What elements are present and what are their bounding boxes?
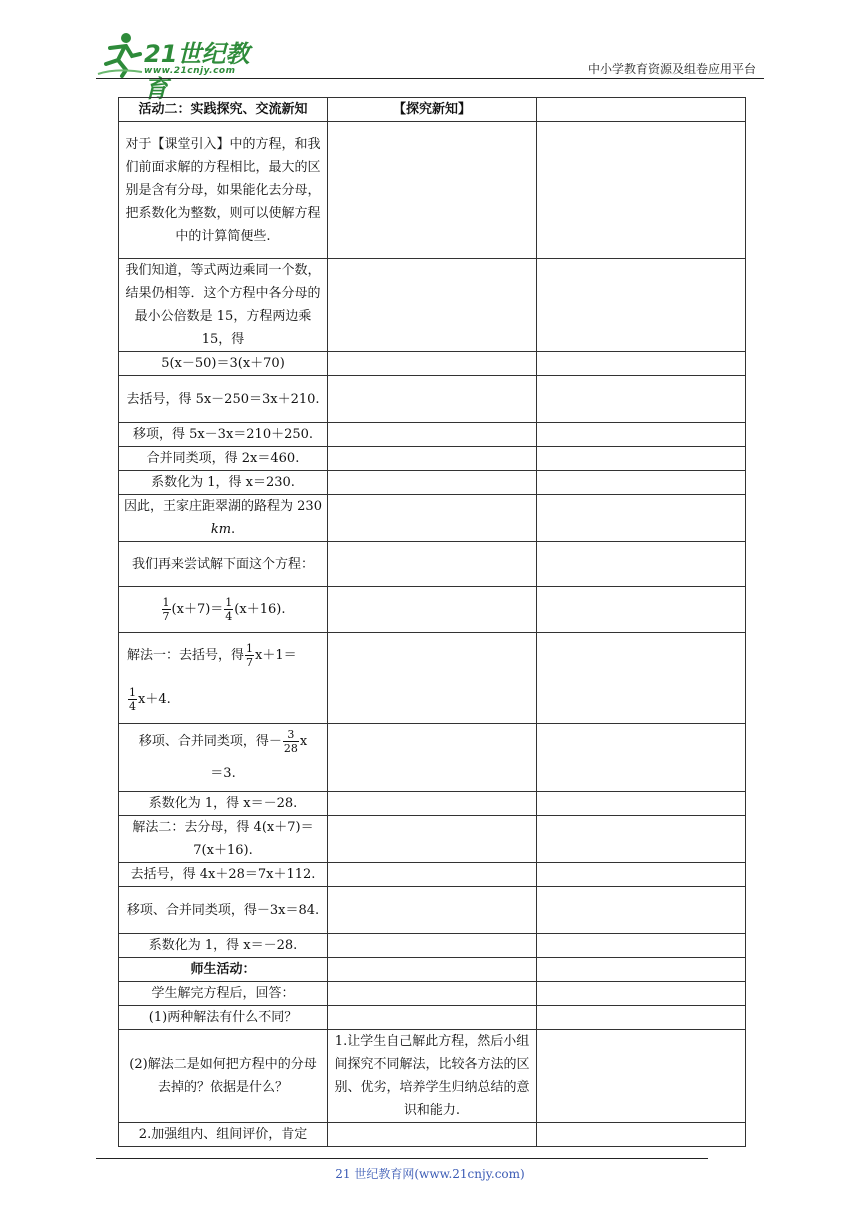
fraction xyxy=(283,728,299,755)
cell-text: 去括号，得 4x＋28＝7x＋112. xyxy=(130,867,316,882)
fraction-denominator: 4 xyxy=(129,700,136,713)
table-cell xyxy=(328,724,537,792)
table-cell xyxy=(537,887,746,934)
table-cell xyxy=(537,724,746,792)
cell-text: (2)解法二是如何把方程中的分母去掉的？依据是什么？ xyxy=(129,1057,317,1095)
table-cell xyxy=(328,352,537,376)
cell-text: (1)两种解法有什么不同？ xyxy=(148,1010,298,1025)
table-cell xyxy=(537,792,746,816)
fraction-denominator: 28 xyxy=(283,741,298,755)
table-row xyxy=(119,958,746,982)
cell-text: 移项、合并同类项，得－ xyxy=(138,733,282,749)
table-cell xyxy=(119,633,328,724)
table-row xyxy=(119,1123,746,1147)
table-cell xyxy=(537,542,746,587)
table-header-row xyxy=(119,98,746,122)
table-cell xyxy=(537,982,746,1006)
running-figure-icon xyxy=(96,30,144,78)
fraction-numerator: 1 xyxy=(246,642,254,655)
fraction-numerator: 1 xyxy=(129,686,136,699)
logo-brand: 21世纪教育 xyxy=(144,40,250,103)
table-cell xyxy=(119,447,328,471)
table-cell xyxy=(537,122,746,259)
cell-text: 对于【课堂引入】中的方程，和我们前面求解的方程相比，最大的区别是含有分母，如果能化去分母，把系数化为整数，则可以使解方程中的计算简便些. xyxy=(125,136,321,244)
table-row xyxy=(119,1030,746,1123)
table-cell xyxy=(328,792,537,816)
table-cell xyxy=(537,934,746,958)
cell-text: 解法一：去括号，得 xyxy=(127,648,245,663)
table-row xyxy=(119,259,746,352)
table-cell xyxy=(328,447,537,471)
footer-link[interactable]: 21 世纪教育网(www.21cnjy.com) xyxy=(335,1167,525,1181)
table-row xyxy=(119,816,746,863)
table-cell xyxy=(328,495,537,542)
table-cell xyxy=(119,816,328,863)
table-cell xyxy=(328,816,537,863)
equation-text: x＋1＝ xyxy=(255,648,297,663)
table-cell xyxy=(328,958,537,982)
table-cell xyxy=(328,982,537,1006)
table-cell xyxy=(119,587,328,633)
table-cell xyxy=(537,423,746,447)
table-row xyxy=(119,982,746,1006)
cell-text: 我们再来尝试解下面这个方程： xyxy=(131,556,314,572)
table-row xyxy=(119,633,746,724)
table-row xyxy=(119,495,746,542)
table-cell xyxy=(537,1006,746,1030)
table-cell xyxy=(119,1006,328,1030)
cell-text: 移项、合并同类项，得－3x＝84. xyxy=(126,902,320,918)
table-cell xyxy=(537,259,746,352)
table-cell xyxy=(328,542,537,587)
fraction-numerator: 1 xyxy=(225,596,233,609)
table-cell xyxy=(119,259,328,352)
header-cell-activity: 活动二：实践探究、交流新知 xyxy=(119,98,328,122)
fraction-denominator: 4 xyxy=(225,610,233,623)
cell-text: 去括号，得 5x－250＝3x＋210. xyxy=(126,391,320,407)
table-cell xyxy=(328,934,537,958)
table-row xyxy=(119,447,746,471)
table-cell xyxy=(537,958,746,982)
table-cell xyxy=(537,471,746,495)
cell-text: 学生解完方程后，回答： xyxy=(151,986,295,1001)
table-cell xyxy=(119,1030,328,1123)
table-row xyxy=(119,542,746,587)
cell-text: 系数化为 1，得 x＝－28. xyxy=(148,796,298,811)
cell-text: 系数化为 1，得 x＝－28. xyxy=(148,938,298,953)
table-cell xyxy=(119,352,328,376)
table-row xyxy=(119,587,746,633)
equation-text: (x＋7)＝ xyxy=(171,602,224,617)
cell-text: 我们知道，等式两边乘同一个数，结果仍相等．这个方程中各分母的最小公倍数是 15，方程两边乘 15，得 xyxy=(125,263,321,347)
unit-km: km xyxy=(210,522,232,537)
table-row xyxy=(119,352,746,376)
table-cell xyxy=(537,816,746,863)
cell-text: 合并同类项，得 2x＝460. xyxy=(146,451,300,466)
table-cell xyxy=(537,1123,746,1147)
cell-text: 移项，得 5x－3x＝210＋250. xyxy=(132,427,314,442)
table-cell xyxy=(119,122,328,259)
equation-text: ＝3. xyxy=(210,765,236,781)
fraction xyxy=(162,596,171,623)
fraction-numerator: 1 xyxy=(162,596,170,609)
fraction-denominator: 7 xyxy=(246,656,254,669)
table-cell xyxy=(328,587,537,633)
header-divider xyxy=(96,78,764,79)
table-cell xyxy=(328,259,537,352)
table-cell xyxy=(328,887,537,934)
site-title: 中小学教育资源及组卷应用平台 xyxy=(587,62,756,76)
fraction-denominator: 7 xyxy=(162,610,170,623)
table-cell xyxy=(119,934,328,958)
cell-text: 5(x－50)＝3(x＋70) xyxy=(161,356,285,371)
cell-text: 师生活动： xyxy=(190,962,256,977)
table-cell xyxy=(537,1030,746,1123)
table-row xyxy=(119,887,746,934)
table-row xyxy=(119,122,746,259)
table-cell xyxy=(328,376,537,423)
table-row xyxy=(119,423,746,447)
cell-text: 系数化为 1，得 x＝230. xyxy=(151,475,295,490)
table-cell xyxy=(328,471,537,495)
table-cell xyxy=(119,958,328,982)
table-row xyxy=(119,863,746,887)
table-cell xyxy=(537,495,746,542)
table-cell xyxy=(328,122,537,259)
table-cell xyxy=(119,376,328,423)
lesson-table xyxy=(118,97,746,1147)
table-cell xyxy=(119,495,328,542)
table-cell xyxy=(119,863,328,887)
table-cell xyxy=(328,863,537,887)
table-cell xyxy=(328,1123,537,1147)
table-cell xyxy=(537,447,746,471)
table-row xyxy=(119,934,746,958)
cell-text-period: . xyxy=(231,522,236,537)
header-cell-empty xyxy=(537,98,746,122)
table-row xyxy=(119,792,746,816)
table-row xyxy=(119,376,746,423)
table-cell xyxy=(119,887,328,934)
equation-text: (x＋16). xyxy=(234,602,286,617)
logo-url: www.21cnjy.com xyxy=(144,66,236,76)
table-cell xyxy=(119,471,328,495)
table-cell xyxy=(328,1006,537,1030)
table-row xyxy=(119,471,746,495)
table-cell xyxy=(328,1030,537,1123)
cell-text: 1.让学生自己解此方程，然后小组间探究不同解法，比较各方法的区别、优劣，培养学生归纳总结的意识和能力. xyxy=(334,1034,530,1118)
table-cell xyxy=(537,587,746,633)
table-cell xyxy=(119,542,328,587)
equation-text: x＋4. xyxy=(138,692,171,707)
fraction xyxy=(224,596,233,623)
equation-text: x xyxy=(299,733,308,749)
table-cell xyxy=(328,633,537,724)
cell-text: 2.加强组内、组间评价，肯定 xyxy=(138,1127,308,1142)
table-cell xyxy=(119,423,328,447)
table-cell xyxy=(537,352,746,376)
fraction xyxy=(245,642,254,669)
fraction-numerator: 3 xyxy=(283,728,299,742)
table-cell xyxy=(119,1123,328,1147)
cell-text: 解法二：去分母，得 4(x＋7)＝7(x＋16). xyxy=(132,820,314,858)
table-cell xyxy=(119,982,328,1006)
site-logo xyxy=(96,30,266,103)
table-cell xyxy=(537,376,746,423)
table-row xyxy=(119,724,746,792)
table-row xyxy=(119,1006,746,1030)
fraction xyxy=(128,686,137,713)
table-cell xyxy=(119,792,328,816)
table-cell xyxy=(119,724,328,792)
table-cell xyxy=(537,633,746,724)
table-cell xyxy=(537,863,746,887)
cell-text: 因此，王家庄距翠湖的路程为 230 xyxy=(124,499,322,514)
header-cell-explore: 【探究新知】 xyxy=(328,98,537,122)
footer-divider xyxy=(96,1158,708,1159)
table-cell xyxy=(328,423,537,447)
